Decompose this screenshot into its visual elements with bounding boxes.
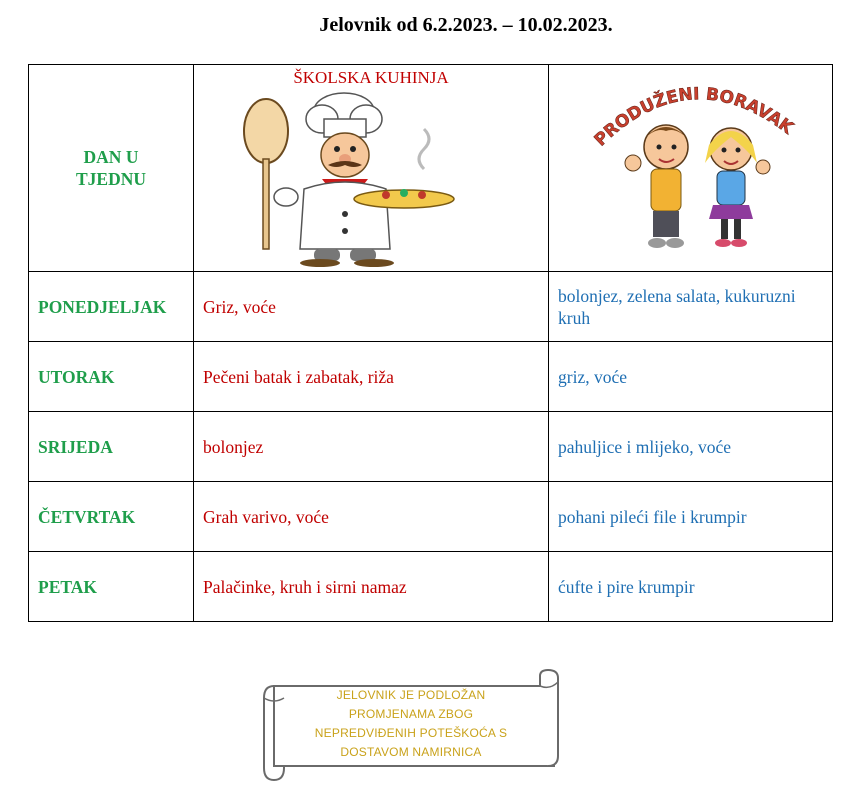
boravak-meal-cell: ćufte i pire krumpir (549, 552, 833, 622)
school-meal-cell: Grah varivo, voće (194, 482, 549, 552)
day-cell: PETAK (29, 552, 194, 622)
school-meal-cell: Griz, voće (194, 272, 549, 342)
boravak-column-header (549, 65, 833, 272)
notice-line: DOSTAVOM NAMIRNICA (340, 745, 482, 759)
day-cell: UTORAK (29, 342, 194, 412)
notice-line: JELOVNIK JE PODLOŽAN (336, 688, 486, 702)
day-column-header (29, 65, 194, 272)
boravak-label: PRODUŽENI BORAVAK (590, 84, 797, 151)
school-meal-cell: Palačinke, kruh i sirni namaz (194, 552, 549, 622)
chef-illustration-icon (204, 89, 464, 267)
boravak-meal-cell: pahuljice i mlijeko, voće (549, 412, 833, 482)
menu-table (28, 64, 833, 622)
school-meal-cell: Pečeni batak i zabatak, riža (194, 342, 549, 412)
page-title: Jelovnik od 6.2.2023. – 10.02.2023. (319, 14, 613, 36)
table-header-row (29, 65, 833, 272)
school-meal-cell: bolonjez (194, 412, 549, 482)
day-cell: ČETVRTAK (29, 482, 194, 552)
day-cell: SRIJEDA (29, 412, 194, 482)
day-cell: PONEDJELJAK (29, 272, 194, 342)
kitchen-column-header (194, 65, 549, 272)
table-row (29, 552, 833, 622)
day-header-line1: DAN U (83, 147, 139, 167)
table-row (29, 482, 833, 552)
kitchen-label: ŠKOLSKA KUHINJA (293, 68, 449, 87)
notice-line: PROMJENAMA ZBOG (348, 707, 474, 721)
boravak-meal-cell: bolonjez, zelena salata, kukuruzni kruh (549, 272, 833, 342)
table-row (29, 412, 833, 482)
notice-line: NEPREDVIĐENIH POTEŠKOĆA S (314, 726, 508, 740)
kids-illustration-icon (581, 67, 801, 267)
notice-text (278, 686, 544, 762)
boravak-meal-cell: griz, voće (549, 342, 833, 412)
svg-text:PRODUŽENI BORAVAK (591, 84, 798, 150)
day-header-line2: TJEDNU (75, 169, 146, 189)
table-row (29, 272, 833, 342)
boravak-meal-cell: pohani pileći file i krumpir (549, 482, 833, 552)
table-row (29, 342, 833, 412)
